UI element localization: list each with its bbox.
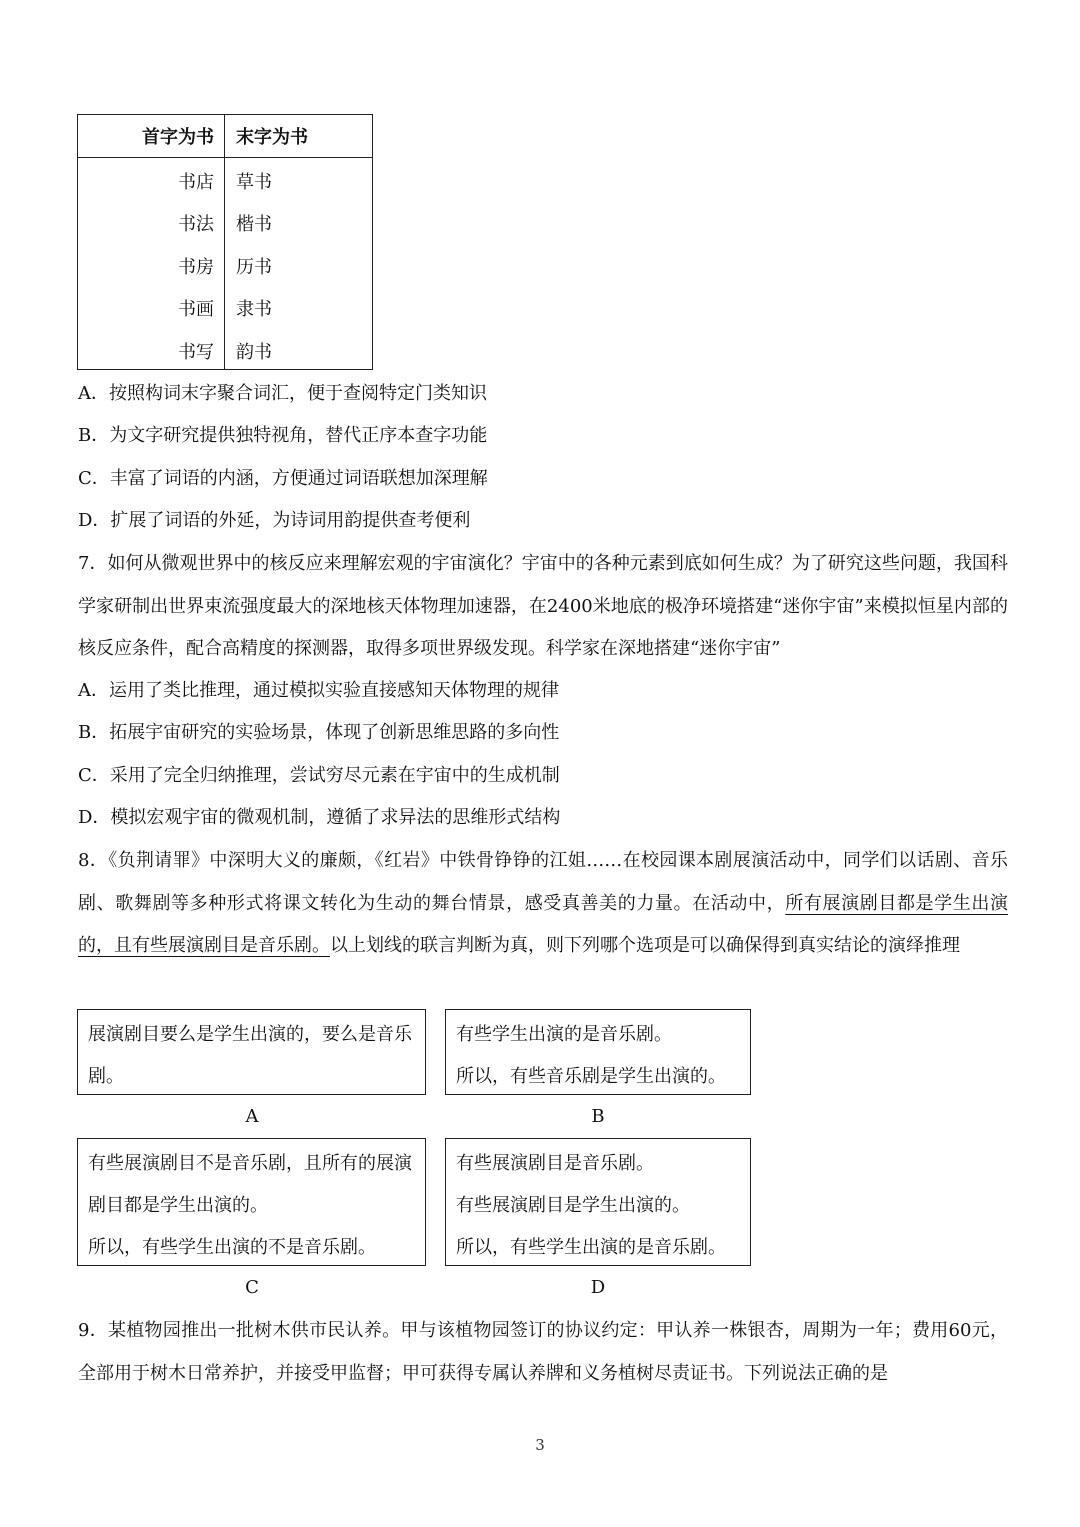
- table-cell: 韵书: [236, 342, 272, 363]
- box-d-line2: 有些展演剧目是学生出演的。: [456, 1195, 690, 1216]
- table-cell: 书写: [178, 342, 214, 363]
- table-cell: 书画: [178, 299, 214, 320]
- q8-stem-underlined: 所有展演剧目都是学生出演的，且有些展演剧目是音乐剧。: [78, 892, 1008, 956]
- q8-box-c-label: C: [245, 1277, 259, 1298]
- box-b-line2: 所以，有些音乐剧是学生出演的。: [456, 1066, 726, 1087]
- q8-box-d-label: D: [590, 1277, 606, 1298]
- box-c-line3: 所以，有些学生出演的不是音乐剧。: [88, 1237, 376, 1258]
- q7-option-d: D．模拟宏观宇宙的微观机制，遵循了求异法的思维形式结构: [78, 807, 561, 828]
- q6-option-a: A．按照构词末字聚合词汇，便于查阅特定门类知识: [78, 383, 487, 404]
- table-header-first: 首字为书: [142, 127, 214, 148]
- table-cell: 楷书: [236, 214, 272, 235]
- q8-stem-question: 以上划线的联言判断为真，则下列哪个选项是可以确保得到真实结论的演绎推理: [330, 935, 960, 956]
- q6-option-d: D．扩展了词语的外延，为诗词用韵提供查考便利: [78, 510, 471, 531]
- table-cell: 书店: [178, 172, 214, 193]
- q7-stem: 7．如何从微观世界中的核反应来理解宏观的宇宙演化？宇宙中的各种元素到底如何生成？为了研究这些问题，我国科学家研制出世界束流强度最大的深地核天体物理加速器，在2400米地底的极净环境搭建“迷你宇宙”来模拟恒星内部的核反应条件，配合高精度的探测器，取得多项世界级发现。科学家在深地搭建“迷你宇宙”: [78, 553, 1008, 659]
- q6-option-b: B．为文字研究提供独特视角，替代正序本查字功能: [78, 425, 488, 446]
- word-table: [77, 114, 373, 370]
- table-cell: 隶书: [236, 299, 272, 320]
- q8-stem: [78, 840, 1008, 968]
- q8-box-b-label: B: [591, 1106, 605, 1127]
- table-header-last: 末字为书: [236, 127, 308, 148]
- q8-box-a-label: A: [245, 1106, 259, 1127]
- table-divider: [224, 115, 225, 369]
- q8-box-c: [77, 1138, 426, 1266]
- table-cell: 书法: [178, 214, 214, 235]
- table-cell: 草书: [236, 172, 272, 193]
- q7-option-c: C．采用了完全归纳推理，尝试穷尽元素在宇宙中的生成机制: [78, 765, 560, 786]
- q6-option-c: C．丰富了词语的内涵，方便通过词语联想加深理解: [78, 468, 488, 489]
- table-cell: 书房: [178, 257, 214, 278]
- q7-option-a: A．运用了类比推理，通过模拟实验直接感知天体物理的规律: [78, 680, 559, 701]
- q8-stem-intro: 8．《负荆请罪》中深明大义的廉颇，《红岩》中铁骨铮铮的江姐……在校园课本剧展演活动中，同学们以话剧、音乐剧、歌舞剧等多种形式将课文转化为生动的舞台情景，感受真善美的力量。在活动中，: [78, 850, 1008, 914]
- q8-box-b: [445, 1009, 751, 1095]
- table-cell: 历书: [236, 257, 272, 278]
- q9-stem: 9．某植物园推出一批树木供市民认养。甲与该植物园签订的协议约定：甲认养一株银杏，周期为一年；费用60元，全部用于树木日常养护，并接受甲监督；甲可获得专属认养牌和义务植树尽责证书。下列说法正确的是: [78, 1320, 1008, 1384]
- box-d-line1: 有些展演剧目是音乐剧。: [456, 1153, 654, 1174]
- page-number: 3: [535, 1436, 545, 1454]
- q8-box-d: [445, 1138, 751, 1266]
- box-c-text: 有些展演剧目不是音乐剧，且所有的展演剧目都是学生出演的。: [88, 1153, 412, 1216]
- box-a-text: 展演剧目要么是学生出演的，要么是音乐剧。: [88, 1024, 412, 1087]
- box-d-line3: 所以，有些学生出演的是音乐剧。: [456, 1237, 726, 1258]
- q7-option-b: B．拓展宇宙研究的实验场景，体现了创新思维思路的多向性: [78, 722, 560, 743]
- box-b-line1: 有些学生出演的是音乐剧。: [456, 1024, 672, 1045]
- q8-box-a: [77, 1009, 426, 1095]
